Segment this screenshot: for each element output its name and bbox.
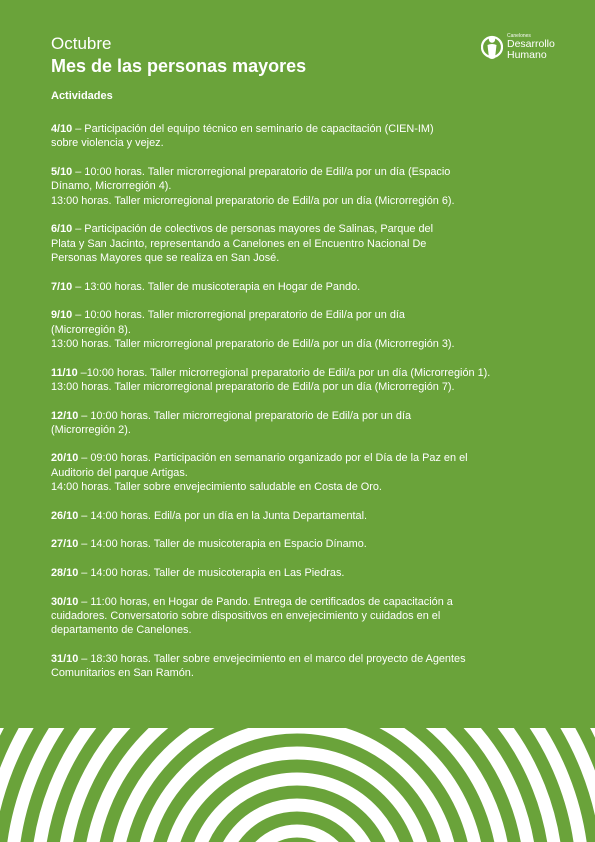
activity-line: [51, 566, 566, 580]
activity-item: [51, 409, 566, 438]
activity-item: [51, 595, 566, 638]
person-circle-icon: [481, 33, 503, 63]
activity-line: departamento de Canelones.: [51, 624, 192, 637]
activity-line: [51, 652, 566, 666]
activity-item: [51, 280, 566, 294]
activity-text: – Participación del equipo técnico en seminario de capacitación (CIEN-IM): [72, 123, 434, 135]
activity-text: – 14:00 horas. Taller de musicoterapia en Las Piedras.: [78, 567, 345, 580]
logo-small-text: Canelones: [507, 33, 531, 39]
activity-date: 7/10: [51, 280, 73, 293]
activity-line: [51, 366, 566, 380]
activity-item: [51, 537, 566, 551]
activity-line: [51, 409, 566, 423]
activity-date: 31/10: [51, 653, 79, 666]
activity-text: – 10:00 horas. Taller microrregional preparatorio de Edil/a por un día: [78, 409, 412, 422]
activity-item: [51, 451, 566, 494]
activity-line: [51, 222, 566, 236]
activity-item: [51, 652, 566, 681]
activity-line: 14:00 horas. Taller sobre envejecimiento saludable en Costa de Oro.: [51, 481, 382, 494]
activity-date: 28/10: [51, 567, 79, 580]
activity-item: [51, 122, 566, 151]
activity-date: 4/10: [51, 123, 73, 135]
activity-text: – 11:00 horas, en Hogar de Pando. Entrega de certificados de capacitación a: [78, 595, 453, 608]
activities-list: [51, 122, 566, 695]
activity-line: [51, 595, 566, 609]
activity-text: – 14:00 horas. Edil/a por un día en la Junta Departamental.: [78, 509, 368, 522]
activity-line: 13:00 horas. Taller microrregional preparatorio de Edil/a por un día (Microrregión 3).: [51, 337, 455, 350]
activity-item: [51, 222, 566, 265]
activity-line: cuidadores. Conversatorio sobre dispositivos en envejecimiento y cuidados en el: [51, 610, 441, 623]
activity-item: [51, 366, 566, 395]
activity-item: [51, 165, 566, 208]
activity-date: 6/10: [51, 223, 73, 236]
activity-text: – 10:00 horas. Taller microrregional preparatorio de Edil/a por un día (Espacio: [72, 165, 451, 178]
activity-text: – 09:00 horas. Participación en semanario organizado por el Día de la Paz en el: [78, 452, 468, 465]
desarrollo-humano-logo: [481, 33, 555, 63]
activity-text: – Participación de colectivos de personas mayores de Salinas, Parque del: [72, 223, 434, 236]
activity-line: Plata y San Jacinto, representando a Canelones en el Encuentro Nacional De: [51, 237, 427, 250]
page-title: Mes de las personas mayores: [51, 56, 307, 76]
month-heading: Octubre: [51, 34, 112, 53]
activity-line: [51, 451, 566, 465]
activity-line: [51, 308, 566, 322]
activity-line: (Microrregión 2).: [51, 423, 131, 436]
activity-date: 30/10: [51, 595, 79, 608]
activity-line: 13:00 horas. Taller microrregional preparatorio de Edil/a por un día (Microrregión 6).: [51, 194, 455, 207]
activity-date: 9/10: [51, 309, 73, 322]
activity-item: [51, 509, 566, 523]
activity-line: Dínamo, Microrregión 4).: [51, 180, 172, 193]
activity-date: 27/10: [51, 538, 79, 551]
activity-line: (Microrregión 8).: [51, 323, 131, 336]
activity-line: Personas Mayores que se realiza en San José.: [51, 251, 280, 264]
activity-line: Auditorio del parque Artigas.: [51, 466, 188, 479]
activity-date: 26/10: [51, 509, 79, 522]
activity-line: [51, 509, 566, 523]
activity-item: [51, 566, 566, 580]
activity-line: Comunitarios en San Ramón.: [51, 667, 194, 680]
logo-line-1: Desarrollo: [507, 38, 555, 50]
section-label: Actividades: [51, 90, 113, 102]
concentric-arcs-pattern: [0, 728, 595, 842]
activity-text: – 14:00 horas. Taller de musicoterapia en Espacio Dínamo.: [78, 538, 367, 551]
activity-item: [51, 308, 566, 351]
activity-date: 11/10: [51, 366, 78, 379]
activity-line: [51, 165, 566, 179]
activity-line: [51, 537, 566, 551]
activity-text: –10:00 horas. Taller microrregional preparatorio de Edil/a por un día (Microrregión 1).: [77, 366, 491, 379]
logo-line-2: Humano: [507, 49, 547, 61]
activity-date: 5/10: [51, 165, 73, 178]
arcs-graphic: [0, 728, 595, 842]
activity-line: [51, 280, 566, 294]
activity-date: 12/10: [51, 409, 79, 422]
activity-text: – 13:00 horas. Taller de musicoterapia en Hogar de Pando.: [72, 280, 361, 293]
activity-text: – 18:30 horas. Taller sobre envejecimiento en el marco del proyecto de Agentes: [78, 653, 466, 666]
activity-line: [51, 122, 566, 136]
activity-text: – 10:00 horas. Taller microrregional preparatorio de Edil/a por un día: [72, 309, 405, 322]
activity-line: sobre violencia y vejez.: [51, 137, 164, 150]
activity-date: 20/10: [51, 452, 79, 465]
activity-line: 13:00 horas. Taller microrregional preparatorio de Edil/a por un día (Microrregión 7).: [51, 380, 455, 393]
